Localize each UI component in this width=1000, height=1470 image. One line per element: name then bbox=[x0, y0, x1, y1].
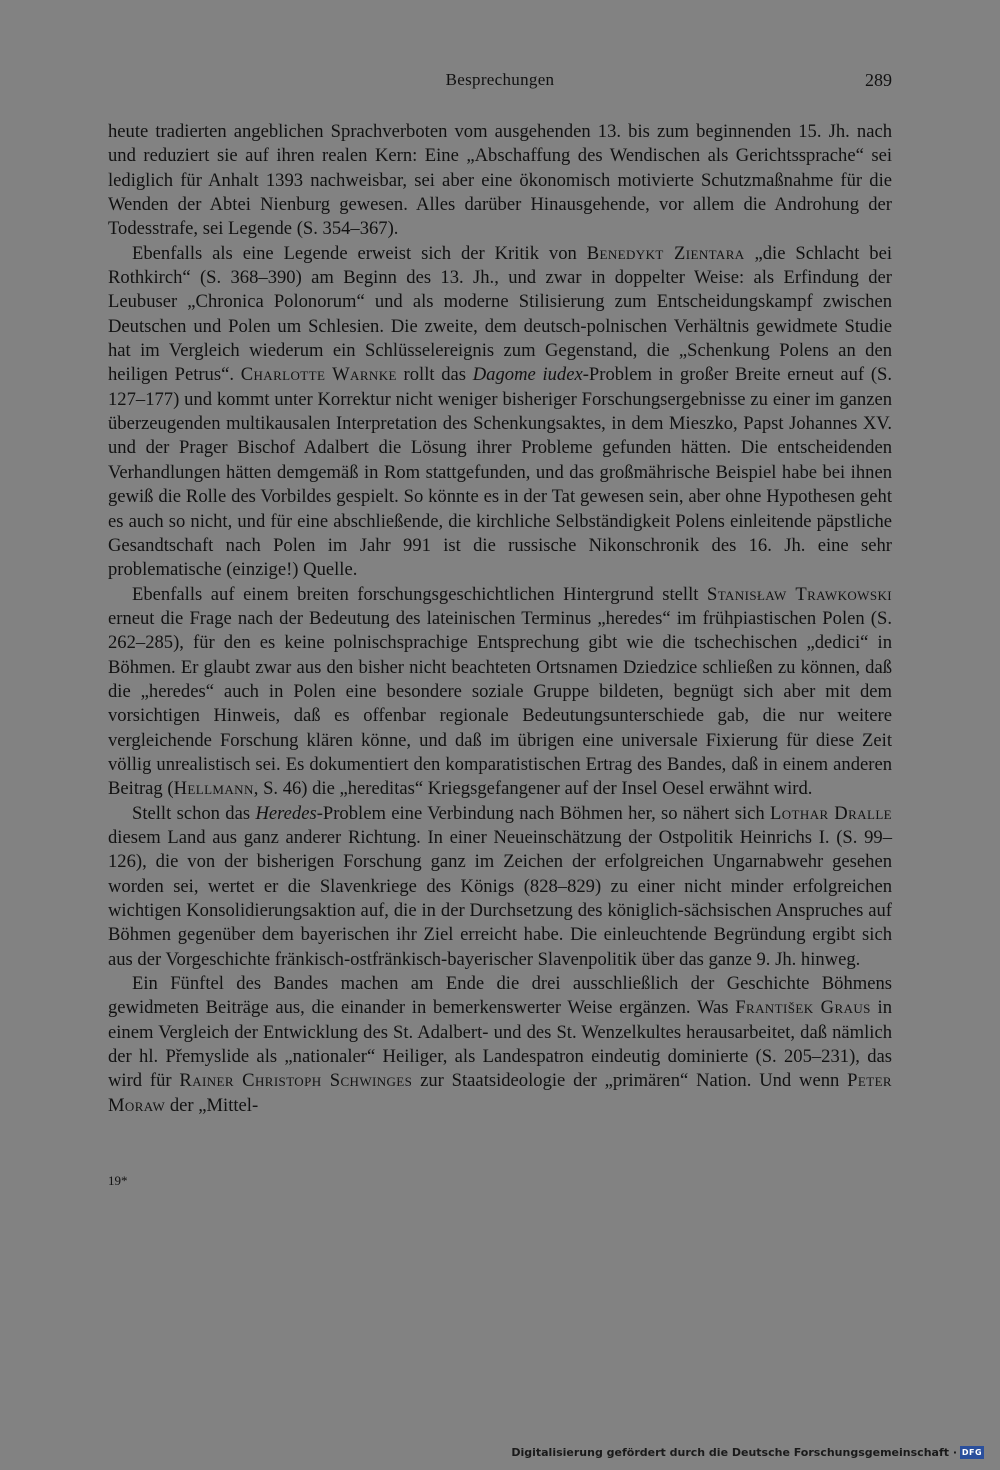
text-run: Stellt schon das bbox=[132, 802, 256, 824]
text-run: rollt das bbox=[396, 364, 473, 386]
paragraph-1 bbox=[108, 120, 892, 242]
text-run: der „Mittel- bbox=[165, 1094, 259, 1116]
text-run: zur Staatsideologie der „primären“ Nation. Und wenn bbox=[412, 1070, 848, 1092]
text-run: heute tradierten angeblichen Sprachverboten vom ausgehenden 13. bis zum beginnenden 15. Jh. nach und reduziert sie auf ihren realen Kern: Eine „Abschaffung des Wendischen als Gerichtssprache“ sei lediglich für Anhalt 1393 nachweisbar, sei aber eine ökonomisch motivierte Schutzmaßnahme für die Wenden der Abtei Nienburg gewesen. Alles darüber Hinausgehende, vor allem die Androhung der Todesstrafe, sei Legende (S. 354–367). bbox=[108, 121, 892, 240]
italic-term: Dagome iudex bbox=[472, 364, 583, 386]
page-number: 289 bbox=[865, 70, 892, 90]
text-run: -Problem eine Verbindung nach Böhmen her, so nähert sich bbox=[316, 802, 771, 824]
text-run: erneut die Frage nach der Bedeutung des lateinischen Terminus „heredes“ im frühpiastischen Polen (S. 262–285), für den es keine polnischsprachige Entsprechung gibt wie die tschechischen „dedici“ in Böhmen. Er glaubt zwar aus den bisher nicht beachteten Ortsnamen Dziedzice schließen zu können, daß die „heredes“ auch in Polen eine besondere soziale Gruppe bildeten, begnügt sich aber mit dem vorsichtigen Hinweis, daß es offenbar regionale Bedeutungsunterschiede gab, die nur weitere vergleichende Forschung klären könne, und daß im übrigen eine universale Fixierung für diese Zeit völlig unrealistisch sei. Es dokumentiert den komparatistischen Ertrag des Bandes, daß in einem anderen Beitrag ( bbox=[108, 607, 892, 800]
author-name: Charlotte Warnke bbox=[240, 364, 397, 386]
paragraph-3 bbox=[108, 583, 892, 802]
author-name: Lothar Dralle bbox=[770, 802, 892, 824]
author-name: Peter Moraw bbox=[108, 1070, 892, 1116]
author-name: František Graus bbox=[735, 997, 871, 1019]
dfg-logo-icon: DFG bbox=[961, 1447, 983, 1457]
text-run: Ebenfalls als eine Legende erweist sich der Kritik von bbox=[132, 242, 587, 264]
paragraph-4 bbox=[108, 802, 892, 972]
text-run: Ein Fünftel des Bandes machen am Ende die drei ausschließlich der Geschichte Böhmens gewidmeten Beiträge aus, die einander in bemerkenswerter Weise ergänzen. Was bbox=[108, 973, 892, 1019]
author-name: Stanisław Trawkowski bbox=[706, 583, 892, 605]
text-run: -Problem in großer Breite erneut auf (S. 127–177) und kommt unter Korrektur nicht weniger bisheriger Forschungsergebnisse zu einer im ganzen überzeugenden multikausalen Interpretation des Schenkungsaktes, in dem Mieszko, Papst Johannes XV. und der Prager Bischof Adalbert die Lösung ihrer Probleme gefunden hätten. Die entscheidenden Verhandlungen hätten demgemäß in Rom stattgefunden, und das großmährische Beispiel habe bei ihnen gewiß die Rolle des Vorbildes gespielt. So könnte es in der Tat gewesen sein, aber ohne Hypothesen geht es auch so nicht, und für eine abschließende, die kirchliche Selbständigkeit Polens einleitende päpstliche Gesandtschaft nach Polen im Jahr 991 ist die russische Nikonschronik des 16. Jh. eine sehr problematische (einzige!) Quelle. bbox=[108, 364, 893, 581]
page-header bbox=[108, 70, 892, 100]
body-text bbox=[108, 120, 892, 1118]
text-run: Ebenfalls auf einem breiten forschungsgeschichtlichen Hintergrund stellt bbox=[132, 583, 707, 605]
author-name: Rainer Christoph Schwinges bbox=[179, 1070, 413, 1092]
dfg-credit-text: Digitalisierung gefördert durch die Deutsche Forschungsgemeinschaft · bbox=[511, 1445, 957, 1459]
paragraph-5 bbox=[108, 972, 892, 1118]
dfg-credit-bar bbox=[511, 1444, 984, 1460]
running-title: Besprechungen bbox=[445, 70, 555, 89]
author-name: Hellmann bbox=[173, 778, 254, 800]
text-run: , S. 46) die „hereditas“ Kriegsgefangener auf der Insel Oesel erwähnt wird. bbox=[253, 778, 813, 800]
author-name: Benedykt Zientara bbox=[586, 242, 745, 264]
text-run: „die Schlacht bei Rothkirch“ (S. 368–390) am Beginn des 13. Jh., und zwar in doppelter Weise: als Erfindung der Leubuser „Chronica Polonorum“ und als moderne Stilisierung zum Entscheidungskampf zwischen Deutschen und Polen um Schlesien. Die zweite, dem deutsch-polnischen Verhältnis gewidmete Studie hat im Vergleich wiederum ein Schlüsselereignis zum Gegenstand, die „Schenkung Polens an den heiligen Petrus“. bbox=[108, 242, 893, 386]
text-run: diesem Land aus ganz anderer Richtung. In einer Neueinschätzung der Ostpolitik Heinrichs I. (S. 99–126), die von der bisherigen Forschung ganz im Zeichen der erfolgreichen Ungarnabwehr gesehen worden sei, wertet er die Slavenkriege des Königs (828–829) zu einer nicht minder erfolgreichen wichtigen Konsolidierungsaktion auf, die in der Durchsetzung des königlich-sächsischen Anspruches auf Böhmen gegenüber dem bayerischen ihr Ziel erreicht habe. Die einleuchtende Begründung ergibt sich aus der Vorgeschichte fränkisch-ostfränkisch-bayerischer Slavenpolitik über das ganze 9. Jh. hinweg. bbox=[108, 826, 892, 970]
text-run: in einem Vergleich der Entwicklung des St. Adalbert- und des St. Wenzelkultes herausarbeitet, daß nämlich der hl. Přemyslide als „nationaler“ Heiliger, als Landespatron eindeutig dominierte (S. 205–231), das wird für bbox=[108, 997, 892, 1092]
paragraph-2 bbox=[108, 242, 892, 583]
italic-term: Heredes bbox=[255, 802, 317, 824]
signature-mark: 19* bbox=[108, 1173, 128, 1188]
